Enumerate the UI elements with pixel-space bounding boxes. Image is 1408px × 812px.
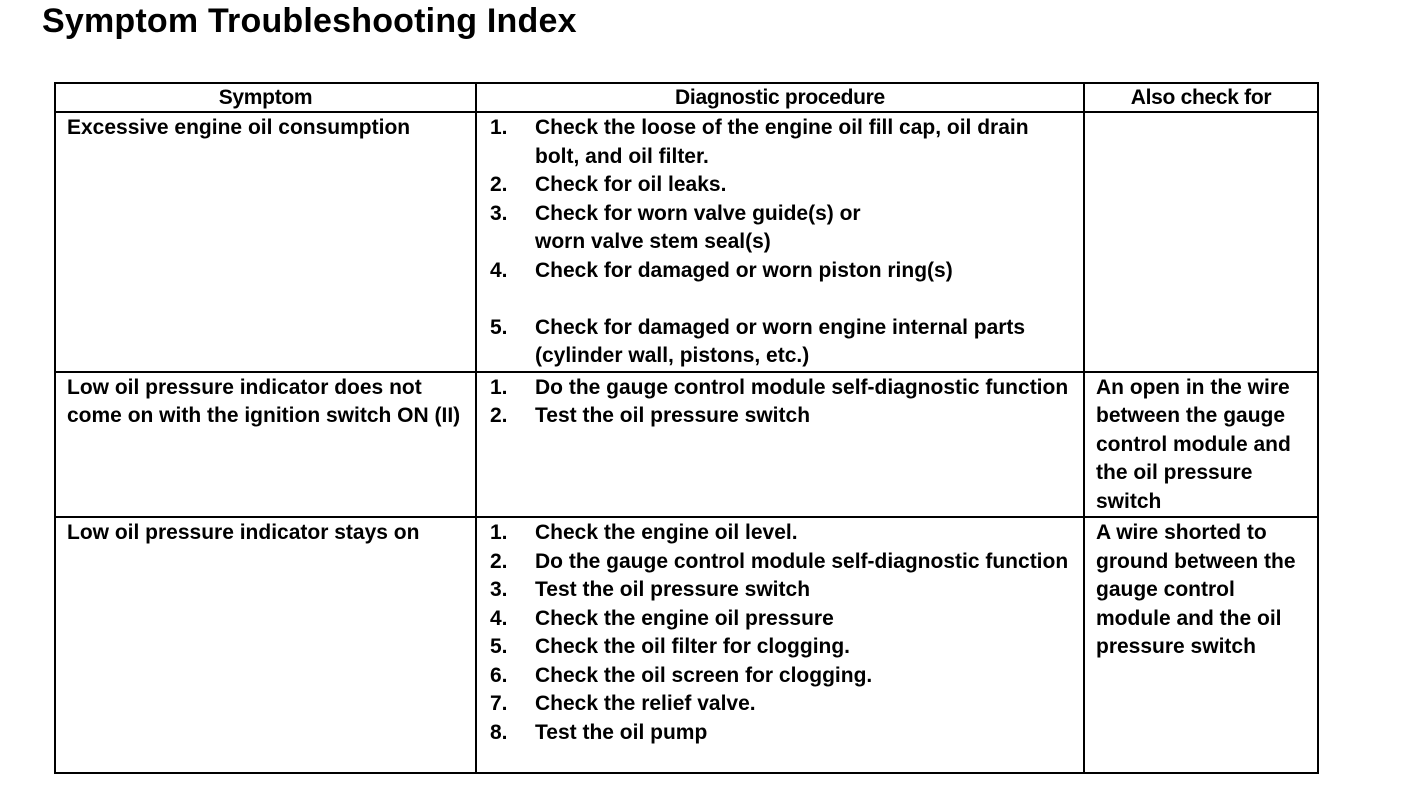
procedure-step [490,200,1075,257]
step-text: Check the oil screen for clogging. [535,663,873,687]
step-text: Test the oil pump [535,720,708,744]
symptom-cell: Excessive engine oil consumption [55,112,476,372]
also-check-cell: A wire shorted to ground between the gauge control module and the oil pressure switch [1084,517,1318,773]
step-number: 4. [490,606,508,630]
step-text: Check the loose of the engine oil fill cap, oil drain bolt, and oil filter. [535,116,1029,168]
procedure-step [490,662,1075,691]
also-check-cell [1084,112,1318,372]
step-number: 3. [490,578,508,601]
header-also-check-for: Also check for [1084,83,1318,112]
procedure-step [490,374,1075,403]
table-row [55,112,1318,372]
step-number: 4. [490,258,508,282]
table-row [55,372,1318,518]
procedure-step [490,576,1075,605]
step-number: 1. [490,521,508,544]
procedure-step [490,519,1075,548]
procedure-cell [476,517,1084,773]
header-row [55,83,1318,112]
step-number: 1. [490,116,508,139]
step-text: Check the oil filter for clogging. [535,635,851,658]
step-text: Check for damaged or worn piston ring(s) [535,258,953,282]
procedure-step [490,605,1075,634]
step-number: 7. [490,692,508,715]
symptom-cell: Low oil pressure indicator does not come on with the ignition switch ON (II) [55,372,476,518]
step-number: 2. [490,173,508,196]
procedure-cell [476,112,1084,372]
step-text: Check the relief valve. [535,692,756,715]
step-text: Do the gauge control module self-diagnostic function [535,375,1069,399]
procedure-step [490,114,1075,171]
step-number: 5. [490,315,508,339]
step-number: 1. [490,375,508,399]
procedure-cell [476,372,1084,518]
step-number: 5. [490,635,508,658]
step-number: 2. [490,404,508,427]
procedure-step [490,402,1075,431]
header-diagnostic-procedure: Diagnostic procedure [476,83,1084,112]
symptom-cell: Low oil pressure indicator stays on [55,517,476,773]
step-number: 8. [490,720,508,744]
step-number: 6. [490,663,508,687]
page-title: Symptom Troubleshooting Index [42,2,577,40]
procedure-step [490,719,1075,748]
step-text: Check for worn valve guide(s) or worn valve stem seal(s) [535,201,861,253]
step-number: 3. [490,201,508,225]
procedure-step [490,171,1075,200]
step-text: Check for oil leaks. [535,173,727,196]
also-check-cell: An open in the wire between the gauge control module and the oil pressure switch [1084,372,1318,518]
procedure-step [490,548,1075,577]
step-text: Test the oil pressure switch [535,578,811,601]
troubleshooting-table [54,82,1319,774]
step-text: Test the oil pressure switch [535,404,811,427]
step-text: Check the engine oil level. [535,521,798,544]
procedure-step [490,257,1075,286]
header-symptom: Symptom [55,83,476,112]
step-number: 2. [490,549,508,573]
procedure-step [490,633,1075,662]
step-text: Check for damaged or worn engine internal parts (cylinder wall, pistons, etc.) [535,315,1026,367]
procedure-step [490,314,1075,371]
table-row [55,517,1318,773]
step-text: Do the gauge control module self-diagnostic function [535,549,1069,573]
step-text: Check the engine oil pressure [535,606,834,630]
procedure-step [490,690,1075,719]
